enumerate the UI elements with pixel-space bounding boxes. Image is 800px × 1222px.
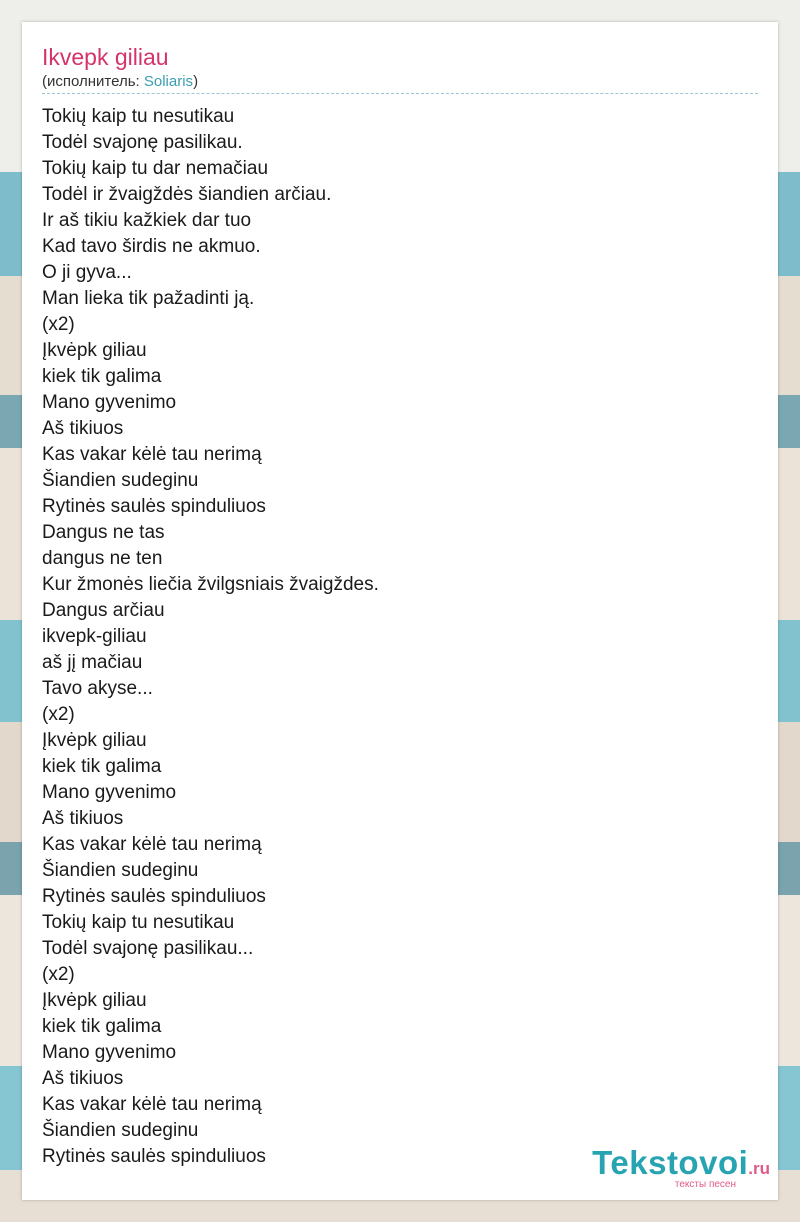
- lyric-line: Įkvėpk giliau: [42, 990, 147, 1011]
- artist-line: [42, 73, 198, 90]
- lyric-line: Rytinės saulės spinduliuos: [42, 1146, 266, 1167]
- lyric-line: Tavo akyse...: [42, 678, 153, 699]
- lyric-line: kiek tik galima: [42, 756, 162, 777]
- lyric-line: Aš tikiuos: [42, 1068, 124, 1089]
- lyrics-card: [22, 22, 778, 1200]
- lyric-line: Man lieka tik pažadinti ją.: [42, 288, 255, 309]
- lyric-line: Todėl svajonę pasilikau.: [42, 132, 243, 153]
- lyric-line: (x2): [42, 964, 75, 985]
- lyric-line: Tokių kaip tu nesutikau: [42, 912, 235, 933]
- lyric-line: Aš tikiuos: [42, 808, 124, 829]
- lyric-line: ikvepk-giliau: [42, 626, 147, 647]
- artist-link[interactable]: Soliaris: [143, 73, 194, 90]
- lyric-line: Kas vakar kėlė tau nerimą: [42, 444, 262, 465]
- lyric-line: Šiandien sudeginu: [42, 470, 199, 491]
- artist-suffix: ): [193, 73, 199, 90]
- lyric-line: Mano gyvenimo: [42, 782, 177, 803]
- lyric-line: Kur žmonės liečia žvilgsniais žvaigždes.: [42, 574, 379, 595]
- site-logo[interactable]: [592, 1144, 770, 1190]
- logo-tld: .ru: [748, 1159, 770, 1178]
- lyrics-text: [42, 104, 379, 1170]
- lyric-line: Šiandien sudeginu: [42, 860, 199, 881]
- lyric-line: aš jį mačiau: [42, 652, 143, 673]
- lyric-line: Aš tikiuos: [42, 418, 124, 439]
- lyric-line: Tokių kaip tu nesutikau: [42, 106, 235, 127]
- title-divider: [42, 93, 758, 94]
- lyric-line: Įkvėpk giliau: [42, 730, 147, 751]
- lyric-line: Kas vakar kėlė tau nerimą: [42, 834, 262, 855]
- lyric-line: Ir aš tikiu kažkiek dar tuo: [42, 210, 252, 231]
- lyric-line: Šiandien sudeginu: [42, 1120, 199, 1141]
- lyric-line: Rytinės saulės spinduliuos: [42, 886, 266, 907]
- lyric-line: Mano gyvenimo: [42, 1042, 177, 1063]
- lyric-line: Kad tavo širdis ne akmuo.: [42, 236, 261, 257]
- logo-text: Tekstovoi: [592, 1144, 749, 1181]
- lyric-line: (x2): [42, 704, 75, 725]
- lyric-line: Dangus ne tas: [42, 522, 165, 543]
- lyric-line: Dangus arčiau: [42, 600, 165, 621]
- logo-tagline: тексты песен: [674, 1179, 736, 1190]
- lyric-line: O ji gyva...: [42, 262, 132, 283]
- lyric-line: Tokių kaip tu dar nemačiau: [42, 158, 269, 179]
- lyric-line: (x2): [42, 314, 75, 335]
- lyric-line: Mano gyvenimo: [42, 392, 177, 413]
- lyric-line: dangus ne ten: [42, 548, 163, 569]
- lyric-line: kiek tik galima: [42, 366, 162, 387]
- lyric-line: Todėl ir žvaigždės šiandien arčiau.: [42, 184, 332, 205]
- lyric-line: kiek tik galima: [42, 1016, 162, 1037]
- lyric-line: Rytinės saulės spinduliuos: [42, 496, 266, 517]
- lyric-line: Todėl svajonę pasilikau...: [42, 938, 254, 959]
- lyric-line: Kas vakar kėlė tau nerimą: [42, 1094, 262, 1115]
- lyric-line: Įkvėpk giliau: [42, 340, 147, 361]
- artist-prefix: (исполнитель:: [42, 73, 144, 90]
- song-title: Ikvepk giliau: [42, 44, 169, 70]
